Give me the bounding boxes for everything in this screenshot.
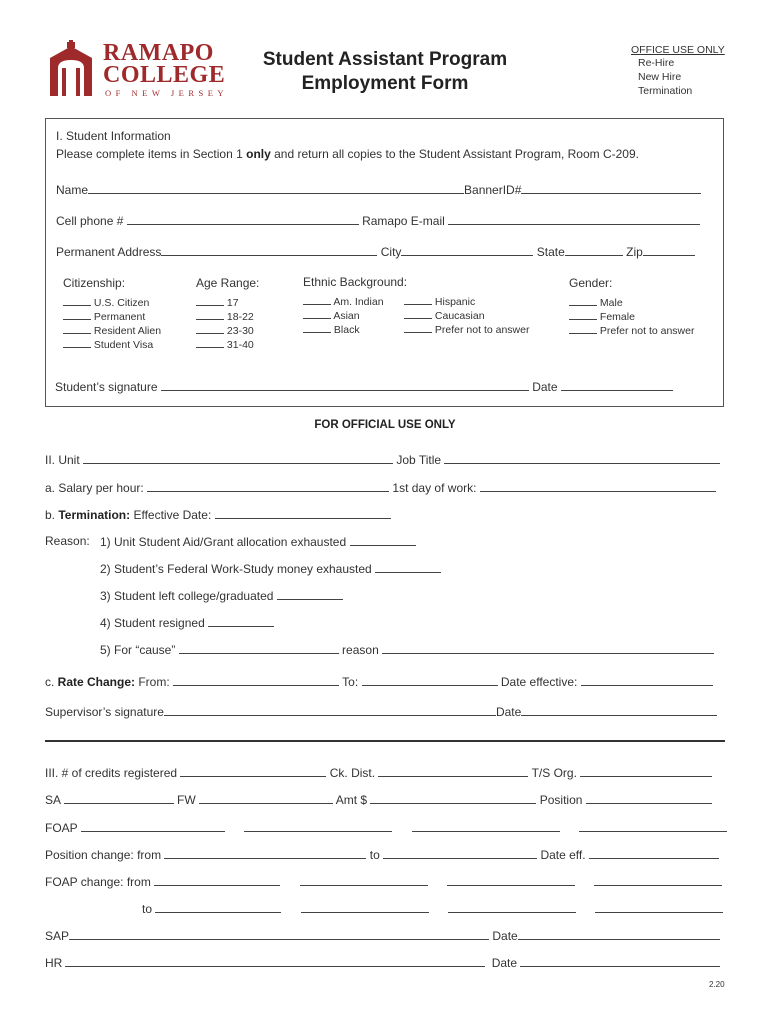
office-use-option: Termination (638, 85, 693, 97)
age-group (196, 276, 259, 352)
zip-label: Zip (626, 245, 643, 259)
reason-4 (100, 615, 274, 630)
gender-option[interactable]: Male (569, 296, 694, 310)
rate-bold: Rate Change: (57, 675, 136, 689)
unit-label: II. Unit (45, 453, 80, 467)
reason-suffix: reason (342, 643, 379, 657)
pos-change-from-field[interactable] (164, 847, 366, 859)
banner-field[interactable] (521, 182, 701, 194)
reason-2 (100, 561, 441, 576)
age-label: Age Range: (196, 276, 260, 290)
logo-line3: OF NEW JERSEY (105, 88, 229, 98)
reason-text: 1) Unit Student Aid/Grant allocation exhausted (100, 535, 347, 549)
foap-field[interactable] (81, 820, 225, 832)
name-field[interactable] (88, 182, 464, 194)
ethnic-option[interactable]: Asian (303, 309, 407, 323)
reason-field[interactable] (208, 615, 274, 627)
reason-1 (100, 534, 416, 549)
salary-label: a. Salary per hour: (45, 481, 144, 495)
student-information-box (45, 118, 724, 407)
form-version: 2.20 (709, 980, 725, 989)
supervisor-row (45, 704, 717, 719)
supervisor-label: Supervisor’s signature (45, 705, 164, 719)
sa-label: SA (45, 793, 61, 807)
rate-from-field[interactable] (173, 674, 339, 686)
termination-bold: Termination: (58, 508, 131, 522)
rate-to-field[interactable] (362, 674, 498, 686)
position-change-row (45, 847, 719, 862)
citizenship-group (63, 276, 161, 352)
email-label: Ramapo E-mail (362, 214, 445, 228)
city-field[interactable] (401, 244, 533, 256)
address-row (56, 244, 695, 259)
section1-instruction (56, 147, 639, 161)
section1-heading: I. Student Information (56, 129, 171, 143)
sa-field[interactable] (64, 792, 174, 804)
official-use-heading: FOR OFFICIAL USE ONLY (314, 419, 456, 431)
termination-row (45, 507, 391, 522)
supervisor-field[interactable] (164, 704, 496, 716)
reason-3 (100, 588, 343, 603)
termination-date-field[interactable] (215, 507, 391, 519)
reason-5 (100, 642, 714, 657)
foap-to-field[interactable] (155, 901, 281, 913)
ck-dist-label: Ck. Dist. (329, 766, 376, 780)
termination-label: Effective Date: (130, 508, 212, 522)
logo-line1: RAMAPO (103, 40, 214, 66)
sap-date-label: Date (492, 929, 518, 943)
cell-label: Cell phone # (56, 214, 124, 228)
sap-date-field[interactable] (518, 928, 720, 940)
state-label: State (536, 245, 565, 259)
position-field[interactable] (586, 792, 712, 804)
citizenship-label: Citizenship: (63, 276, 126, 290)
reason-label: Reason: (45, 534, 90, 548)
ramapo-logo (48, 40, 229, 100)
ethnic-option[interactable]: Am. Indian (303, 295, 407, 309)
age-option[interactable]: 17 (196, 296, 259, 310)
student-signature-row (55, 379, 673, 394)
cell-field[interactable] (127, 213, 359, 225)
name-row (56, 182, 701, 197)
credits-row (45, 765, 712, 780)
ethnic-option[interactable]: Black (303, 323, 407, 337)
credits-label: III. # of credits registered (45, 766, 178, 780)
rate-change-row (45, 674, 713, 689)
foap-change-row (45, 874, 722, 889)
office-use-heading: OFFICE USE ONLY (631, 44, 725, 56)
reason-text: 3) Student left college/graduated (100, 589, 274, 603)
sap-label: SAP (45, 929, 70, 943)
first-day-label: 1st day of work: (392, 481, 477, 495)
date-eff-field[interactable] (589, 847, 719, 859)
title-line1: Student Assistant Program (262, 49, 508, 70)
credits-field[interactable] (180, 765, 326, 777)
pos-change-to-label: to (369, 848, 380, 862)
hr-row (45, 955, 720, 970)
hr-label: HR (45, 956, 63, 970)
position-label: Position (539, 793, 583, 807)
supervisor-date-field[interactable] (521, 704, 717, 716)
foap-change-field[interactable] (154, 874, 280, 886)
rate-to-label: To: (342, 675, 359, 689)
logo-line2: COLLEGE (103, 62, 226, 88)
unit-field[interactable] (83, 452, 393, 464)
foap-field[interactable] (412, 820, 560, 832)
termination-prefix: b. (45, 508, 59, 522)
foap-row (45, 820, 727, 835)
unit-row (45, 452, 720, 467)
pos-change-to-field[interactable] (383, 847, 537, 859)
rate-prefix: c. (45, 675, 58, 689)
banner-label: BannerID# (464, 183, 522, 197)
instruction-post: and return all copies to the Student Assistant Program, Room C-209. (270, 147, 639, 161)
ethnic-option[interactable]: Caucasian (404, 309, 529, 323)
reason-text: 2) Student’s Federal Work-Study money exhausted (100, 562, 372, 576)
age-option[interactable]: 23-30 (196, 324, 259, 338)
ethnic-option[interactable]: Prefer not to answer (404, 323, 529, 337)
citizenship-option[interactable]: U.S. Citizen (63, 296, 161, 310)
supervisor-date-label: Date (495, 705, 522, 719)
citizenship-option[interactable]: Resident Alien (63, 324, 161, 338)
foap-change-field[interactable] (594, 874, 722, 886)
signature-date-label: Date (532, 380, 558, 394)
hr-date-label: Date (491, 956, 518, 970)
signature-date-field[interactable] (561, 379, 673, 391)
rate-from-label: From: (135, 675, 170, 689)
instruction-pre: Please complete items in Section 1 (56, 147, 247, 161)
office-use-option: New Hire (638, 71, 682, 83)
reason-field[interactable] (375, 561, 441, 573)
address-label: Permanent Address (56, 245, 162, 259)
foap-to-field[interactable] (448, 901, 576, 913)
reason-text: 4) Student resigned (100, 616, 205, 630)
sa-row (45, 792, 712, 807)
job-title-label: Job Title (396, 453, 442, 467)
gender-group (569, 276, 694, 338)
city-label: City (380, 245, 402, 259)
foap-to-field[interactable] (595, 901, 723, 913)
salary-field[interactable] (147, 480, 389, 492)
citizenship-option[interactable]: Permanent (63, 310, 161, 324)
citizenship-option[interactable]: Student Visa (63, 338, 161, 352)
name-label: Name (56, 183, 89, 197)
ramapo-arch-icon (48, 40, 94, 96)
age-option[interactable]: 18-22 (196, 310, 259, 324)
zip-field[interactable] (643, 244, 695, 256)
foap-change-field[interactable] (447, 874, 575, 886)
ts-org-label: T/S Org. (531, 766, 577, 780)
hr-date-field[interactable] (520, 955, 720, 967)
first-day-field[interactable] (480, 480, 716, 492)
gender-option[interactable]: Female (569, 310, 694, 324)
ethnic-label: Ethnic Background: (303, 275, 408, 289)
ts-org-field[interactable] (580, 765, 712, 777)
date-eff-label: Date eff. (540, 848, 586, 862)
signature-field[interactable] (161, 379, 529, 391)
cause-field[interactable] (179, 642, 339, 654)
amt-field[interactable] (370, 792, 536, 804)
hr-field[interactable] (65, 955, 485, 967)
gender-label: Gender: (569, 276, 613, 290)
page-title (240, 48, 530, 96)
phone-row (56, 213, 700, 228)
salary-row (45, 480, 716, 495)
foap-to-label: to (142, 902, 153, 916)
section-divider (45, 740, 725, 742)
foap-change-to-row (142, 901, 723, 916)
email-field[interactable] (448, 213, 700, 225)
age-option[interactable]: 31-40 (196, 338, 259, 352)
office-use-block (631, 44, 725, 98)
foap-label: FOAP (45, 821, 78, 835)
foap-field[interactable] (244, 820, 392, 832)
reason-field[interactable] (277, 588, 343, 600)
reason-text: 5) For “cause” (100, 643, 176, 657)
state-field[interactable] (565, 244, 623, 256)
ethnic-option[interactable]: Hispanic (404, 295, 529, 309)
address-field[interactable] (161, 244, 377, 256)
foap-to-field[interactable] (301, 901, 429, 913)
reason-field[interactable] (350, 534, 416, 546)
rate-date-label: Date effective: (500, 675, 578, 689)
ck-dist-field[interactable] (378, 765, 528, 777)
title-line2: Employment Form (301, 73, 469, 94)
job-title-field[interactable] (444, 452, 720, 464)
foap-change-label: FOAP change: from (45, 875, 151, 889)
office-use-option: Re-Hire (638, 57, 675, 69)
ethnic-group-col2 (404, 295, 529, 337)
instruction-bold: only (246, 147, 271, 161)
foap-change-field[interactable] (300, 874, 428, 886)
pos-change-label: Position change: from (45, 848, 162, 862)
fw-label: FW (177, 793, 196, 807)
rate-date-field[interactable] (581, 674, 713, 686)
cause-reason-field[interactable] (382, 642, 714, 654)
foap-field[interactable] (579, 820, 727, 832)
amt-label: Amt $ (335, 793, 368, 807)
signature-label: Student’s signature (55, 380, 158, 394)
gender-option[interactable]: Prefer not to answer (569, 324, 694, 338)
ethnic-group (303, 275, 407, 337)
sap-row (45, 928, 720, 943)
fw-field[interactable] (199, 792, 333, 804)
sap-field[interactable] (69, 928, 489, 940)
